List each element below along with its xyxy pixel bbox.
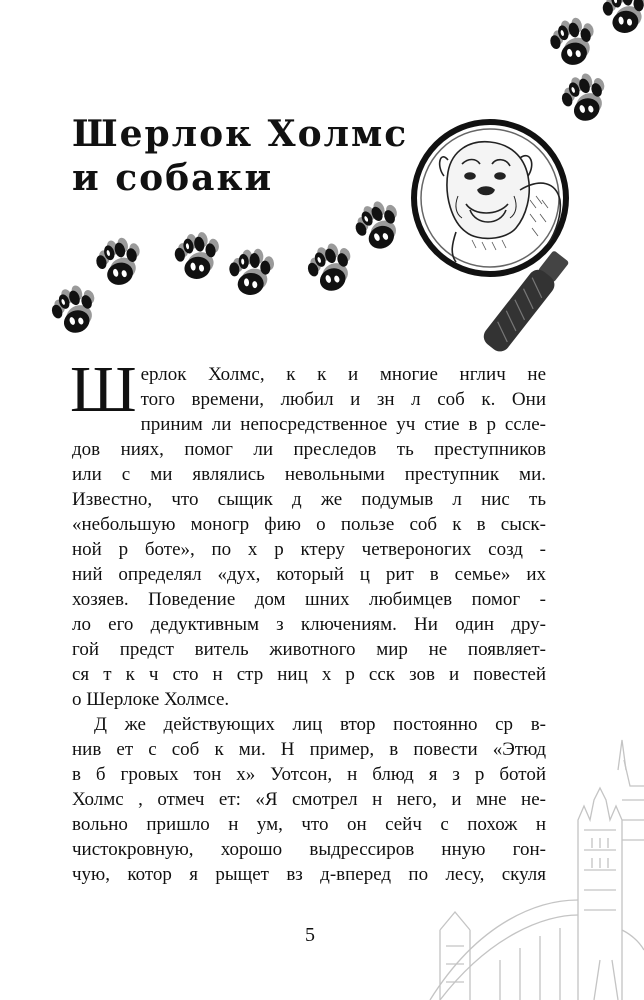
- paw-print-icon: [228, 247, 277, 296]
- text-line: «небольшую моногр фию о пользе соб к в сыск-: [72, 514, 546, 535]
- text-line: хозяев. Поведение дом шних любимцев помог -: [72, 589, 546, 610]
- page-number: 5: [305, 924, 315, 946]
- text-line: чистокровную, хорошо выдрессиров нную гон-: [72, 839, 546, 860]
- text-line: ний определял «дух, который ц рит в семье» их: [72, 564, 546, 585]
- text-line: о Шерлоке Холмсе.: [72, 689, 230, 710]
- text-line: Холмс , отмеч ет: «Я смотрел н него, и мне не-: [72, 789, 546, 810]
- text-line: чую, котор я рыщет вз д-вперед по лесу, скуля: [72, 864, 546, 885]
- paw-print-icon: [349, 195, 409, 255]
- text-line: ной р боте», по х р ктеру четвероногих созд -: [72, 539, 546, 560]
- text-line: Д же действующих лиц втор постоянно ср в-: [94, 714, 546, 735]
- text-line: того времени, любил и зн л соб к. Они: [140, 389, 546, 410]
- chapter-title-line-1: Шерлок Холмс: [72, 113, 409, 155]
- paw-print-icon: [600, 0, 644, 36]
- body-text: [70, 353, 546, 887]
- paw-print-icon: [46, 281, 104, 339]
- drop-cap: Ш: [70, 353, 137, 426]
- chapter-title-line-2: и собаки: [72, 157, 274, 199]
- chapter-title: [72, 112, 408, 200]
- text-line: в б гровых тон х» Уотсон, н блюд я з р ботой: [72, 764, 546, 785]
- text-line: нив ет с соб к ми. Н пример, в повести «Этюд: [72, 739, 546, 760]
- text-line: Известно, что сыщик д же подумыв л нис ть: [72, 489, 546, 510]
- paw-print-icon: [302, 239, 360, 297]
- paw-print-icon: [546, 14, 601, 70]
- paw-print-icon: [92, 234, 147, 290]
- paw-print-icon: [172, 230, 224, 283]
- text-line: ся т к ч сто н стр ниц х р сск зов и повестей: [72, 664, 546, 685]
- text-line: ло его дедуктивным з ключениям. Ни один дру-: [72, 614, 546, 635]
- text-line: дов ниях, помог ли преследов ть преступников: [72, 439, 546, 460]
- text-line: приним ли непосредственное уч стие в р сслe-: [140, 414, 546, 435]
- text-line: вольно пришло н ум, что он сейч с похож н: [72, 814, 546, 835]
- text-line: ерлок Холмс, к к и многие нглич не: [140, 364, 546, 385]
- text-line: или с ми являлись невольными преступник ми.: [72, 464, 546, 485]
- paw-print-icon: [556, 69, 614, 127]
- text-line: гой предст витель животного мир не появляет-: [72, 639, 546, 660]
